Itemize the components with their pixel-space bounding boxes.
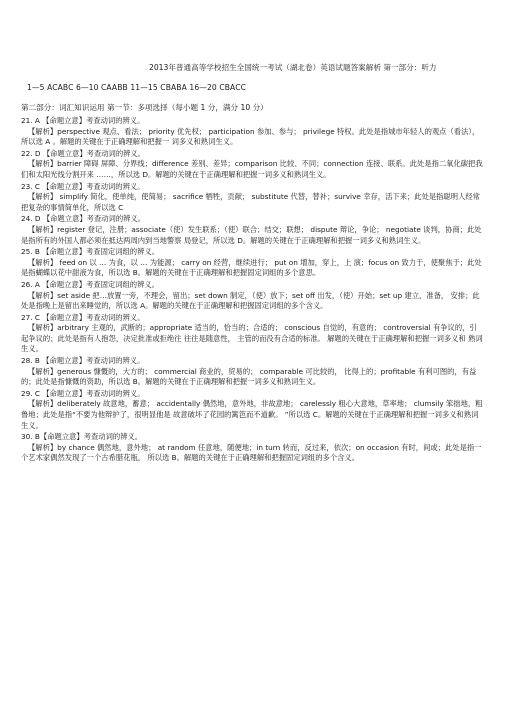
- item-heading: 30. B【命题立意】考查动词的辨义。: [21, 432, 143, 442]
- answer-item-25: [21, 247, 483, 279]
- answer-item-24: [21, 214, 483, 246]
- item-heading: 24. D 【命题立意】考查动词的辨义。: [21, 214, 146, 224]
- item-explanation: 【解析】set aside 把…放置一旁，不理会，留出；set down 制定，（使）放下；set off 出发，（使）开始；set up 建立，准备， 安排；此处是指晚上是留出来睡觉的，所以选 A。解题的关键在于正确理解和把握固定词组的多个含义。: [21, 290, 480, 311]
- answer-item-26: [21, 280, 483, 312]
- answer-item-28: [21, 356, 483, 388]
- item-explanation: 【解析】register 登记，注册；associate（使）发生联系；（使）联合；结交；联想； dispute 辩论，争论； negotiate 谈判，协商；此处是指所有的外国人都必须在抵达两周内到当地警察 局登记，所以选 D。解题的关键在于正确理解和把握一词多义和熟词生义。: [21, 224, 482, 245]
- answer-item-23: [21, 182, 483, 214]
- item-explanation: 【解析】deliberately 故意地，蓄意； accidentally 偶然地，意外地，非故意地； carelessly 粗心大意地，草率地； clumsily 笨拙地，粗鲁地；此处是指“不要为他辩护了，很明显他是 故意破坏了花园的篱笆而不道歉。 ”所以选 C。解题的关键在于正确理解和把握一词多义和熟词生义。: [21, 399, 483, 430]
- item-heading: 28. B 【命题立意】考查动词的辨义。: [21, 356, 145, 366]
- section-heading: 第二部分：词汇知识运用 第一节：多项选择（每小题 1 分，满分 10 分）: [21, 103, 268, 112]
- item-explanation: 【解析】barrier 障碍 屏障、分界线；difference 差别、差异；comparison 比较、不同；connection 连接、联系。此处是指二氧化碳把我们和太阳光线分割开来 ……，所以选 D。解题的关键在于正确理解和把握一词多义和熟词生义。: [21, 159, 483, 179]
- listening-answers: 1—5 ACABC 6—10 CAABB 11—15 CBABA 16—20 CBACC: [27, 83, 247, 92]
- answer-item-21: [21, 116, 483, 148]
- item-explanation: 【解析】perspective 观点、看法； priority 优先权； participation 参加、参与； privilege 特权。此处是指城市年轻人的观点（看法），所以选 A 。解题的关键在于正确理解和把握一 词多义和熟词生义。: [21, 126, 480, 147]
- answer-item-27: [21, 313, 483, 355]
- item-heading: 27. C 【命题立意】考查动词的辨义。: [21, 312, 145, 322]
- answer-item-22: [21, 149, 483, 181]
- item-explanation: 【解析】 simplify 简化，使单纯，使简易； sacrifice 牺牲，贡献； substitute 代替，替补；survive 幸存，活下来；此处是指聪明人经常把复杂的事情简单化，所以选 C: [21, 192, 480, 212]
- item-heading: 26. A 【命题立意】考查固定词组的辨义。: [21, 279, 159, 289]
- item-heading: 22. D 【命题立意】考查动词的辨义。: [21, 148, 146, 158]
- item-heading: 23. C 【命题立意】考查动词的辨义。: [21, 181, 145, 191]
- item-explanation: 【解析】 feed on 以 … 为食，以 … 为能源； carry on 经营，继续进行； put on 增加，穿上，上 演；focus on 致力于，使聚焦于；此处是指蝴蝶以花中甜液为食，所以选 B。解题的关键在于正确理解和把握固定词组的多个意思。: [21, 257, 482, 278]
- item-heading: 29. C 【命题立意】考查动词的辨义。: [21, 388, 145, 398]
- item-heading: 21. A 【命题立意】考查动词的辨义。: [21, 116, 145, 125]
- answer-item-30: [21, 432, 483, 464]
- item-heading: 25. B 【命题立意】考查固定词组的辨义。: [21, 247, 159, 257]
- answer-item-29: [21, 389, 483, 431]
- item-explanation: 【解析】by chance 偶然地，意外地； at random 任意地，随便地；in turn 转而，反过来，依次；on occasion 有时，间或；此处是指一个艺术家偶然发现了一个古希腊花瓶， 所以选 B。解题的关键在于正确理解和把握固定词组的多个含义。: [21, 442, 482, 463]
- item-explanation: 【解析】arbitrary 主观的，武断的；appropriate 适当的，恰当的；合适的； conscious 自觉的，有意的； controversial 有争议的，引起争议的；此处是指有人抱怨，决定批准或拒绝往 往往是随意性， 主管的而没有合适的标准。 解题的关键在于正确理解和把握一词多义和 熟词生义。: [21, 323, 483, 354]
- item-explanation: 【解析】generous 慷慨的，大方的； commercial 商业的，贸易的； comparable 可比较的， 比得上的；profitable 有利可图的，有益的；此处是指慷慨的资助，所以选 B。解题的关键在于正确理解和把握一词多义和熟词生义。: [21, 366, 477, 387]
- document-title: 2013年普通高等学校招生全国统一考试（湖北卷）英语试题答案解析 第一部分：听力: [149, 63, 437, 72]
